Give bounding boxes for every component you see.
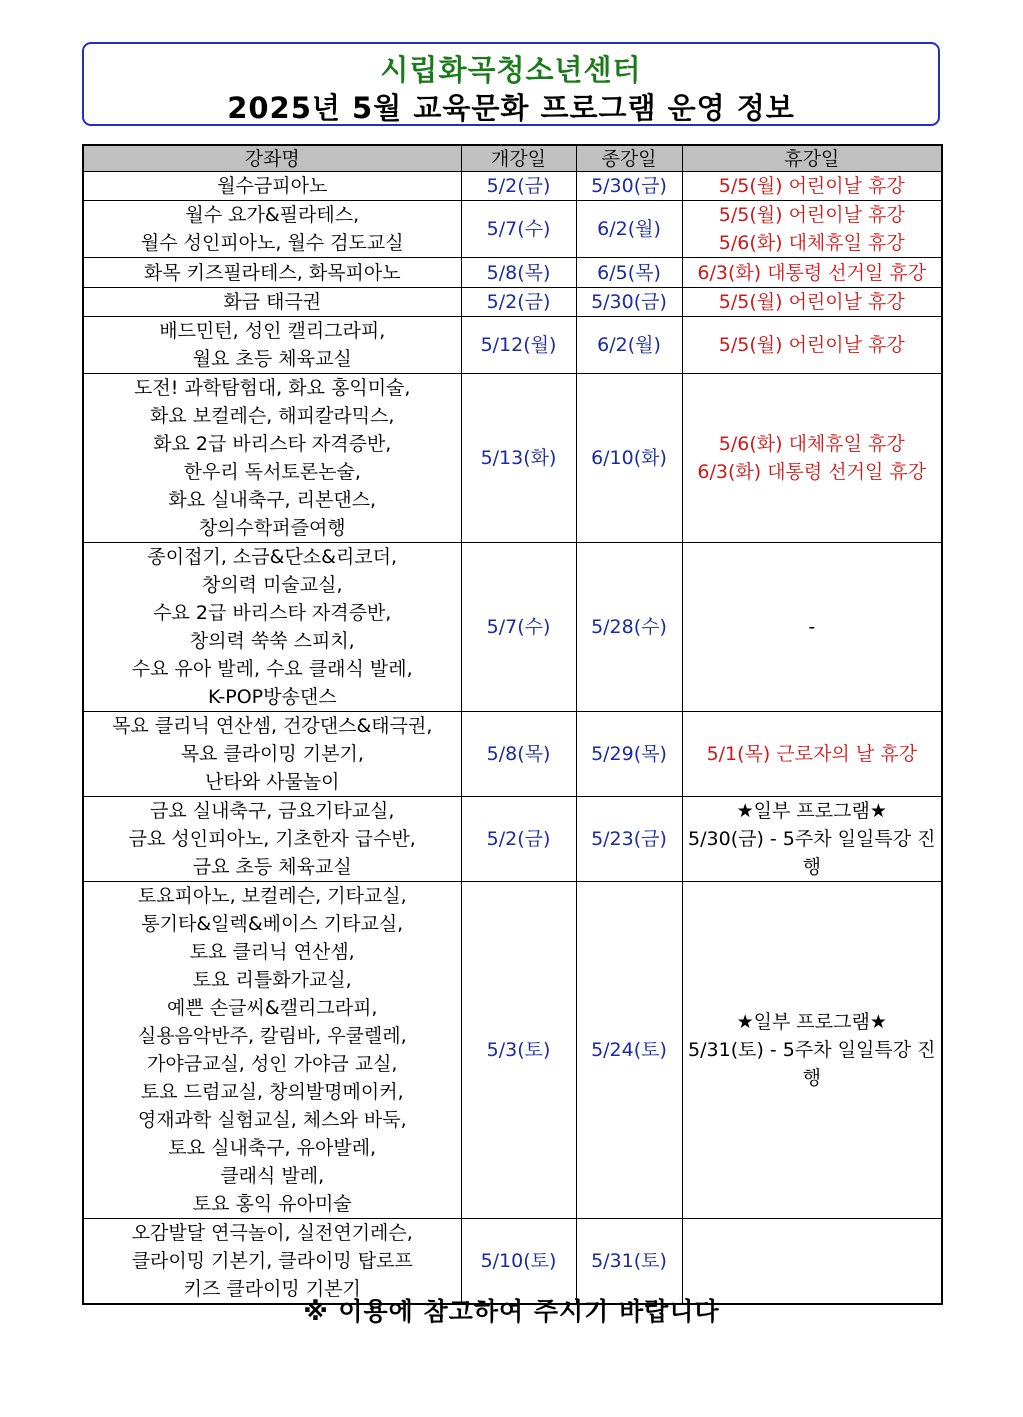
start-date-cell: 5/3(토) [461,882,576,1219]
start-date-cell: 5/10(토) [461,1219,576,1305]
end-date-cell: 6/2(월) [576,317,682,374]
document-title: 2025년 5월 교육문화 프로그램 운영 정보 [227,91,795,125]
footer-note: ※ 이용에 참고하여 주시기 바랍니다 [303,1297,720,1326]
start-date-cell: 5/8(목) [461,712,576,797]
table-row [83,201,942,258]
end-date-cell: 5/30(금) [576,288,682,317]
course-name-cell: 토요피아노, 보컬레슨, 기타교실, 통기타&일렉&베이스 기타교실, 토요 클리닉 연산셈, 토요 리틀화가교실, 예쁜 손글씨&캘리그라피, 실용음악반주, 칼림바, 우쿨렐레, 가야금교실, 성인 가야금 교실, 토요 드럼교실, 창의발명메이커, 영재과학 실험교실, 체스와 바둑, 토요 실내축구, 유아발레, 클래식 발레, 토요 홍익 유아미술 [83,882,461,1219]
course-name-cell: 금요 실내축구, 금요기타교실, 금요 성인피아노, 기초한자 급수반, 금요 초등 체육교실 [83,797,461,882]
start-date-cell: 5/7(수) [461,201,576,258]
end-date-cell: 5/30(금) [576,172,682,201]
table-row [83,712,942,797]
course-name-cell: 오감발달 연극놀이, 실전연기레슨, 클라이밍 기본기, 클라이밍 탑로프 키즈 클라이밍 기본기 [83,1219,461,1305]
course-name-cell: 화금 태극권 [83,288,461,317]
course-name-cell: 월수금피아노 [83,172,461,201]
end-date-cell: 5/28(수) [576,543,682,712]
start-date-cell: 5/2(금) [461,288,576,317]
end-date-cell: 5/24(토) [576,882,682,1219]
table-row [83,543,942,712]
end-date-cell: 6/2(월) [576,201,682,258]
table-row [83,882,942,1219]
table-row [83,172,942,201]
off-days-cell: ★일부 프로그램★ 5/31(토) - 5주차 일일특강 진행 [682,882,942,1219]
end-date-cell: 6/10(화) [576,374,682,543]
title-box [82,42,940,126]
course-name-cell: 도전! 과학탐험대, 화요 홍익미술, 화요 보컬레슨, 해피칼라믹스, 화요 2급 바리스타 자격증반, 한우리 독서토론논술, 화요 실내축구, 리본댄스, 창의수학퍼즐여행 [83,374,461,543]
start-date-cell: 5/2(금) [461,172,576,201]
off-days-cell: 5/5(월) 어린이날 휴강 [682,317,942,374]
end-date-cell: 5/29(목) [576,712,682,797]
start-date-cell: 5/7(수) [461,543,576,712]
start-date-cell: 5/12(월) [461,317,576,374]
column-header-start-date: 개강일 [461,145,576,172]
off-days-cell: 5/5(월) 어린이날 휴강 5/6(화) 대체휴일 휴강 [682,201,942,258]
off-days-cell: 5/5(월) 어린이날 휴강 [682,288,942,317]
table-row [83,374,942,543]
start-date-cell: 5/13(화) [461,374,576,543]
course-name-cell: 종이접기, 소금&단소&리코더, 창의력 미술교실, 수요 2급 바리스타 자격증반, 창의력 쑥쑥 스피치, 수요 유아 발레, 수요 클래식 발레, K-POP방송댄스 [83,543,461,712]
course-name-cell: 월수 요가&필라테스, 월수 성인피아노, 월수 검도교실 [83,201,461,258]
off-days-cell: 5/6(화) 대체휴일 휴강 6/3(화) 대통령 선거일 휴강 [682,374,942,543]
table-header-row [83,145,942,172]
table-row [83,317,942,374]
off-days-cell: 5/1(목) 근로자의 날 휴강 [682,712,942,797]
organization-name: 시립화곡청소년센터 [380,53,642,87]
table-row [83,258,942,288]
column-header-course: 강좌명 [83,145,461,172]
course-name-cell: 목요 클리닉 연산셈, 건강댄스&태극권, 목요 클라이밍 기본기, 난타와 사물놀이 [83,712,461,797]
table-row [83,797,942,882]
column-header-off-days: 휴강일 [682,145,942,172]
course-name-cell: 화목 키즈필라테스, 화목피아노 [83,258,461,288]
off-days-cell: 5/5(월) 어린이날 휴강 [682,172,942,201]
course-name-cell: 배드민턴, 성인 캘리그라피, 월요 초등 체육교실 [83,317,461,374]
end-date-cell: 6/5(목) [576,258,682,288]
off-days-cell: - [682,543,942,712]
off-days-cell: 6/3(화) 대통령 선거일 휴강 [682,258,942,288]
start-date-cell: 5/2(금) [461,797,576,882]
program-schedule-table [82,144,943,1305]
end-date-cell: 5/23(금) [576,797,682,882]
off-days-cell: ★일부 프로그램★ 5/30(금) - 5주차 일일특강 진행 [682,797,942,882]
start-date-cell: 5/8(목) [461,258,576,288]
column-header-end-date: 종강일 [576,145,682,172]
table-row [83,288,942,317]
end-date-cell: 5/31(토) [576,1219,682,1305]
